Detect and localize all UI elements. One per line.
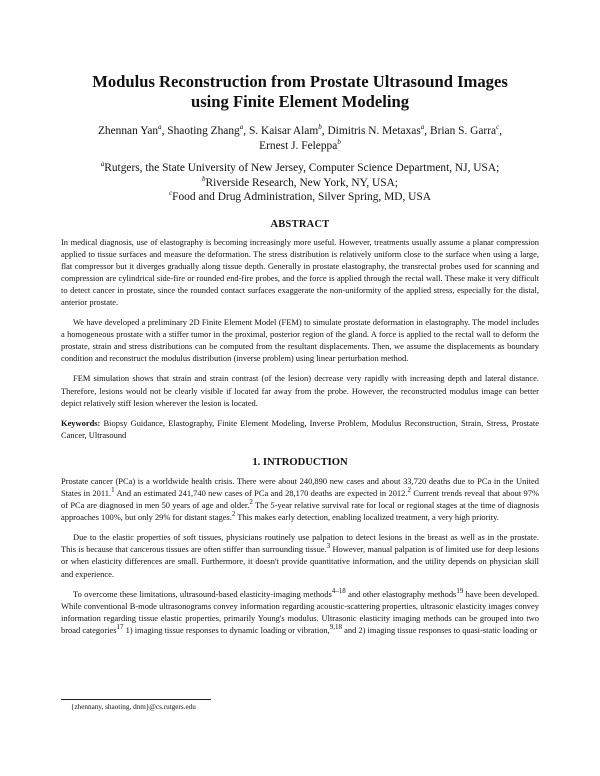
affiliation-list [61, 161, 539, 205]
citation: 2 [407, 486, 411, 495]
author-list [61, 124, 539, 153]
abstract-paragraph-3: FEM simulation shows that strain and strain contrast (of the lesion) decrease very rapidly with increasing depth and lateral distance. Therefore, lesions would not be clearly visible if located far away from the probe. However, the reconstructed modulus image can better depict relatively stiff lesion wherever the lesion is located. [61, 373, 539, 408]
abstract-paragraph-1: In medical diagnosis, use of elastography is becoming increasingly more useful. However, treatments usually assume a planar compression applied to tissue surfaces and measure the deformation. The stress distribution is relatively uniform close to the surface when using a large, flat compressor but it diverges gradually along tissue depth. Generally in prostate elastography, the transrectal probes used for scanning and compression are cylindrical side-fire or rounded end-fire probes, and the force is applied through the rectal wall. These make it very difficult to detect cancer in prostate, since the rounded contact surfaces exaggerate the non-uniformity of the applied stress, especially for the distal, anterior prostate. [61, 236, 539, 307]
keywords-label: Keywords: [61, 417, 101, 428]
abstract-paragraph-2: We have developed a preliminary 2D Finite Element Model (FEM) to simulate prostate deformation in elastography. The model includes a homogeneous prostate with a stiffer tumor in the proximal, posterior region of the gland. A force is applied to the rectal wall to deform the prostate, strain and stress distributions can be computed from the resultant displacements. Then, we assume the displacements as boundary condition and reconstruct the modulus distribution (inverse problem) using linear perturbation method. [61, 317, 539, 364]
footnote-rule [61, 699, 211, 700]
author: S. Kaisar Alam$^b$, [248, 123, 328, 137]
citation: 1 [111, 486, 115, 495]
citation: 2 [249, 498, 253, 507]
introduction-heading: 1. INTRODUCTION [252, 456, 348, 468]
keywords-text: Biopsy Guidance, Elastography, Finite Element Modeling, Inverse Problem, Modulus Reconstruction, Strain, Stress, Prostate Cancer, Ultrasound [61, 417, 539, 440]
author: Zhennan Yan$^a$, [97, 123, 168, 137]
citation: 2 [231, 510, 236, 519]
intro-paragraph-3: To overcome these limitations, ultrasound-based elasticity-imaging methods$^{4-18}$ and other elastography methods$^{19}$ have been developed. While conventional B-mode ultrasonograms convey information regarding acoustic-scattering properties, ultrasonic elasticity images convey information regarding tissue elastic properties, primarily Young's modulus. Ultrasonic elasticity imaging methods can be grouped into two broad categories$^{17}$ 1) imaging tissue responses to dynamic loading or vibration,$^{9,18}$ and 2) imaging tissue responses to quasi-static loading or [61, 586, 539, 635]
intro-paragraph-2: Due to the elastic properties of soft tissues, physicians routinely use palpation to detect lesions in the breast as well as in the prostate. This is because that cancerous tissues are often stiffer than surrounding tissue.$^3$ However, manual palpation is of limited use for deep lesions or when elasticity differences are small. Furthermore, it doesn't provide quantitative information, and the utility depends on physician skill and experience. [61, 532, 539, 579]
citation: 17 [116, 623, 124, 632]
affiliation: $^b$Riverside Research, New York, NY, USA; [202, 174, 398, 189]
author: Brian S. Garra$^c$, [429, 123, 503, 137]
affiliation: $^c$Food and Drug Administration, Silver Spring, MD, USA [169, 189, 431, 203]
author: Ernest J. Feleppa$^b$ [259, 137, 341, 152]
author: Dimitris N. Metaxas$^a$, [327, 123, 430, 137]
paper-page [61, 72, 539, 644]
title-line-1: Modulus Reconstruction from Prostate Ultrasound Images [92, 72, 508, 91]
author: Shaoting Zhang$^a$, [167, 123, 249, 137]
citation: 4–18 [331, 586, 346, 595]
intro-paragraph-1: Prostate cancer (PCa) is a worldwide health crisis. There were about 240,890 new cases and about 33,720 deaths due to PCa in the United States in 2011.$^1$ And an estimated 241,740 new cases of PCa and 28,170 deaths are expected in 2012.$^2$ Current trends reveal that about 97% of PCa are diagnosed in men 50 years of age and older.$^2$ The 5-year relative survival rate for local or regional stages at the time of diagnosis approaches 100%, but only 29% for distant stages.$^2$ This makes early detection, enabling localized treatment, a very high priority. [61, 475, 539, 523]
abstract-heading: ABSTRACT [270, 218, 330, 230]
citation: 19 [456, 586, 464, 595]
affiliation: $^a$Rutgers, the State University of New Jersey, Computer Science Department, NJ, USA; [100, 160, 500, 174]
title-line-2: using Finite Element Modeling [190, 92, 410, 111]
citation: 9,18 [329, 623, 342, 632]
citation: 3 [326, 542, 331, 551]
paper-title [61, 72, 539, 112]
keywords [61, 417, 539, 441]
footnote-email: {zhennany, shaoting, dnm}@cs.rutgers.edu [71, 703, 196, 711]
